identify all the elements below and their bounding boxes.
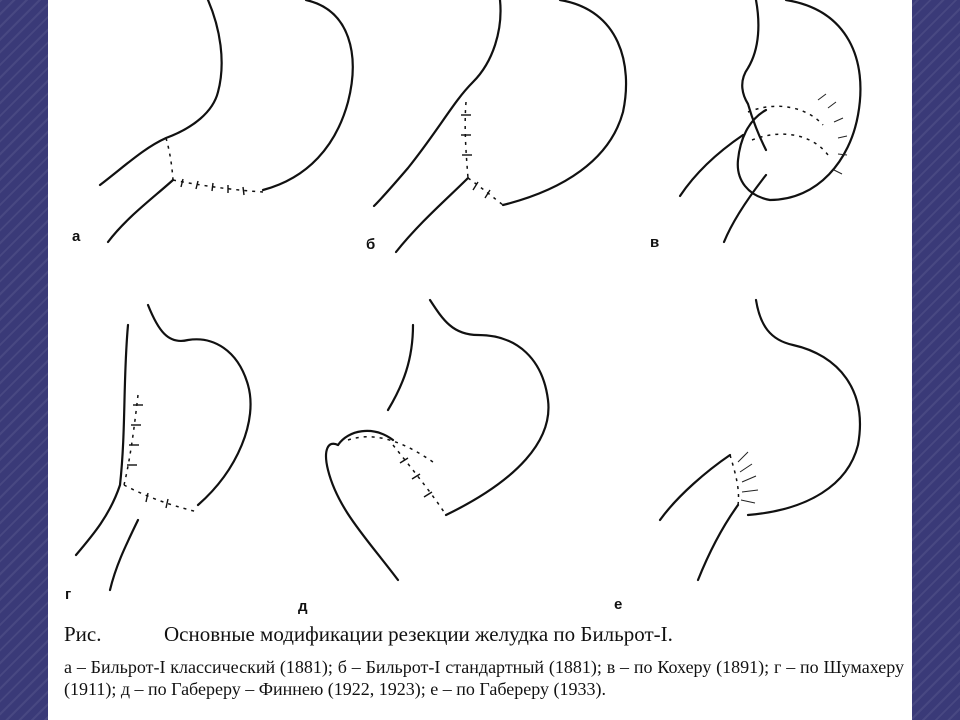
diagram-g bbox=[76, 305, 251, 590]
label-a: а bbox=[72, 228, 81, 245]
suture-ticks-d bbox=[400, 458, 432, 497]
label-v: в bbox=[650, 234, 660, 251]
suture-ticks-g bbox=[127, 405, 168, 508]
figure-title bbox=[64, 622, 904, 647]
suture-ticks-a bbox=[181, 179, 244, 195]
figure-caption: а – Бильрот-I классический (1881); б – Бильрот-I стандартный (1881); в – по Кохеру (1891); г – по Шумахеру (1911); д – по Габереру – Финнею (1922, 1923); е – по Габереру (1933). bbox=[64, 657, 904, 699]
diagram-d bbox=[326, 300, 548, 580]
gastric-resection-drawings bbox=[48, 0, 912, 620]
label-e: е bbox=[614, 596, 623, 613]
diagram-a bbox=[100, 0, 353, 242]
figure-sheet bbox=[48, 0, 912, 720]
figure-title-text: Основные модификации резекции желудка по Бильрот-I. bbox=[164, 622, 673, 646]
hatching-e bbox=[738, 452, 758, 503]
label-g: г bbox=[65, 586, 72, 603]
label-d: д bbox=[298, 598, 308, 615]
diagram-b bbox=[374, 0, 626, 252]
diagram-v bbox=[680, 0, 860, 242]
hatching-v bbox=[818, 94, 847, 174]
figure-prefix: Рис. bbox=[64, 622, 102, 646]
label-b: б bbox=[366, 236, 376, 253]
diagram-e bbox=[660, 300, 860, 580]
